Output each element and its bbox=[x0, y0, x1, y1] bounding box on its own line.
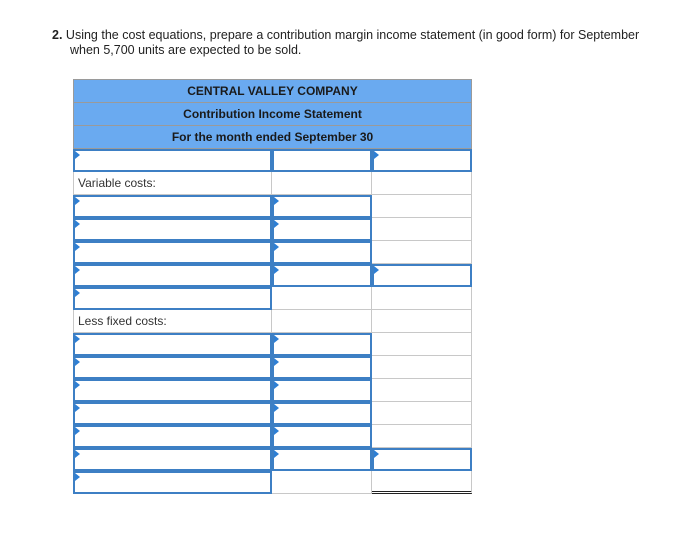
description-input[interactable] bbox=[73, 448, 272, 471]
empty-cell bbox=[372, 218, 472, 241]
statement-row bbox=[73, 241, 472, 264]
statement-title-header: Contribution Income Statement bbox=[73, 102, 472, 125]
amount-input[interactable] bbox=[272, 379, 372, 402]
statement-row bbox=[73, 172, 472, 195]
dropdown-marker-icon bbox=[274, 243, 279, 251]
empty-cell bbox=[272, 471, 372, 494]
statement-row bbox=[73, 264, 472, 287]
net-income-cell bbox=[372, 471, 472, 494]
description-input[interactable] bbox=[73, 149, 272, 172]
description-input[interactable] bbox=[73, 241, 272, 264]
dropdown-marker-icon bbox=[274, 197, 279, 205]
question-line-1: Using the cost equations, prepare a contribution margin income statement (in good form) for September bbox=[65, 28, 640, 42]
amount-input[interactable] bbox=[272, 425, 372, 448]
question-line-2: when 5,700 units are expected to be sold. bbox=[70, 43, 302, 57]
dropdown-marker-icon bbox=[75, 358, 80, 366]
dropdown-marker-icon bbox=[75, 404, 80, 412]
dropdown-marker-icon bbox=[374, 450, 379, 458]
period-header: For the month ended September 30 bbox=[73, 125, 472, 149]
statement-row bbox=[73, 356, 472, 379]
income-statement-worksheet bbox=[73, 79, 472, 494]
empty-cell bbox=[372, 310, 472, 333]
description-input[interactable] bbox=[73, 425, 272, 448]
empty-cell bbox=[372, 379, 472, 402]
dropdown-marker-icon bbox=[75, 243, 80, 251]
description-input[interactable] bbox=[73, 379, 272, 402]
dropdown-marker-icon bbox=[75, 151, 80, 159]
dropdown-marker-icon bbox=[274, 381, 279, 389]
dropdown-marker-icon bbox=[274, 220, 279, 228]
total-input[interactable] bbox=[372, 448, 472, 471]
amount-input[interactable] bbox=[272, 264, 372, 287]
dropdown-marker-icon bbox=[75, 335, 80, 343]
amount-input[interactable] bbox=[272, 195, 372, 218]
dropdown-marker-icon bbox=[75, 289, 80, 297]
question-number: 2. bbox=[52, 28, 63, 42]
empty-cell bbox=[272, 172, 372, 195]
dropdown-marker-icon bbox=[274, 335, 279, 343]
amount-input[interactable] bbox=[272, 402, 372, 425]
dropdown-marker-icon bbox=[75, 220, 80, 228]
fixed-costs-label: Less fixed costs: bbox=[73, 310, 272, 333]
empty-cell bbox=[372, 333, 472, 356]
dropdown-marker-icon bbox=[274, 266, 279, 274]
description-input[interactable] bbox=[73, 356, 272, 379]
empty-cell bbox=[372, 402, 472, 425]
statement-row bbox=[73, 195, 472, 218]
statement-row bbox=[73, 310, 472, 333]
statement-row bbox=[73, 471, 472, 494]
amount-input[interactable] bbox=[272, 218, 372, 241]
statement-row bbox=[73, 425, 472, 448]
dropdown-marker-icon bbox=[75, 266, 80, 274]
dropdown-marker-icon bbox=[274, 358, 279, 366]
empty-cell bbox=[372, 172, 472, 195]
empty-cell bbox=[372, 425, 472, 448]
statement-row bbox=[73, 379, 472, 402]
statement-row bbox=[73, 149, 472, 172]
dropdown-marker-icon bbox=[374, 151, 379, 159]
dropdown-marker-icon bbox=[274, 404, 279, 412]
company-name-header: CENTRAL VALLEY COMPANY bbox=[73, 79, 472, 102]
empty-cell bbox=[372, 195, 472, 218]
dropdown-marker-icon bbox=[75, 197, 80, 205]
statement-row bbox=[73, 218, 472, 241]
statement-row bbox=[73, 448, 472, 471]
dropdown-marker-icon bbox=[75, 381, 80, 389]
description-input[interactable] bbox=[73, 287, 272, 310]
question-text bbox=[52, 28, 682, 58]
description-input[interactable] bbox=[73, 333, 272, 356]
statement-row bbox=[73, 402, 472, 425]
variable-costs-label: Variable costs: bbox=[73, 172, 272, 195]
dropdown-marker-icon bbox=[274, 450, 279, 458]
total-input[interactable] bbox=[372, 149, 472, 172]
amount-input[interactable] bbox=[272, 241, 372, 264]
description-input[interactable] bbox=[73, 471, 272, 494]
amount-input[interactable] bbox=[272, 149, 372, 172]
description-input[interactable] bbox=[73, 264, 272, 287]
dropdown-marker-icon bbox=[274, 427, 279, 435]
dropdown-marker-icon bbox=[374, 266, 379, 274]
total-input[interactable] bbox=[372, 264, 472, 287]
description-input[interactable] bbox=[73, 195, 272, 218]
description-input[interactable] bbox=[73, 218, 272, 241]
amount-input[interactable] bbox=[272, 333, 372, 356]
amount-input[interactable] bbox=[272, 356, 372, 379]
statement-row bbox=[73, 333, 472, 356]
empty-cell bbox=[272, 287, 372, 310]
empty-cell bbox=[372, 356, 472, 379]
empty-cell bbox=[272, 310, 372, 333]
empty-cell bbox=[372, 241, 472, 264]
amount-input[interactable] bbox=[272, 448, 372, 471]
dropdown-marker-icon bbox=[75, 450, 80, 458]
dropdown-marker-icon bbox=[75, 473, 80, 481]
dropdown-marker-icon bbox=[75, 427, 80, 435]
description-input[interactable] bbox=[73, 402, 272, 425]
empty-cell bbox=[372, 287, 472, 310]
statement-row bbox=[73, 287, 472, 310]
